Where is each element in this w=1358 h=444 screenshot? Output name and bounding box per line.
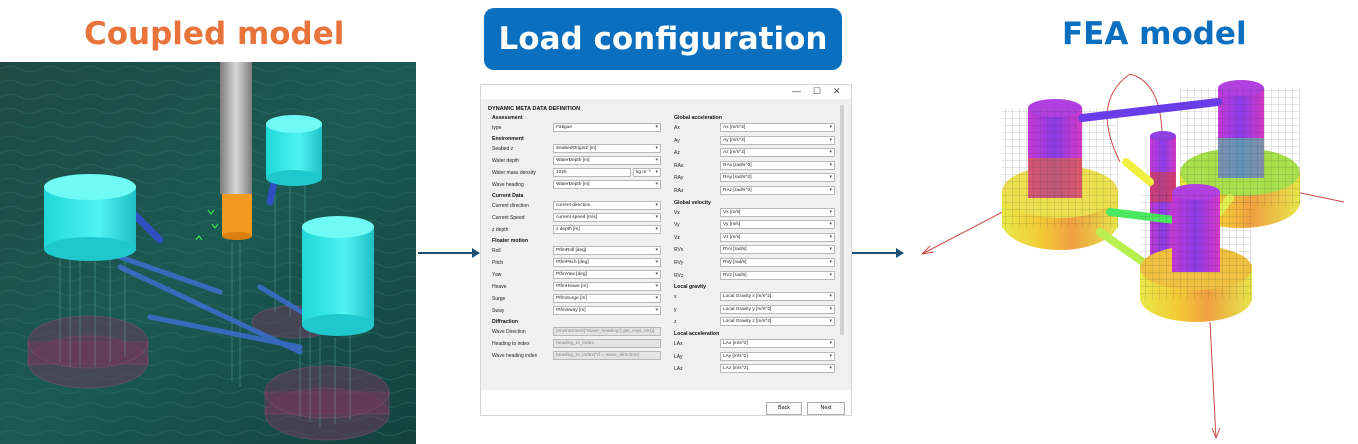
left-field-select[interactable]: current direction ▾	[553, 201, 661, 210]
right-field-select[interactable]: RAy [rad/s^2] ▾	[720, 173, 835, 182]
left-field-label: Water depth	[492, 158, 520, 164]
coupled-model-render	[0, 62, 416, 444]
right-section-heading: Global velocity	[674, 199, 711, 206]
right-field-select[interactable]: RAx [rad/s^2] ▾	[720, 161, 835, 170]
left-field-select[interactable]: 1025	[553, 168, 631, 177]
close-icon[interactable]: ✕	[833, 86, 841, 96]
right-field-label: Ay	[674, 137, 680, 144]
left-field-label: Heave	[492, 284, 507, 290]
left-field-readonly: heading_to_index("rf = wave_direction)	[553, 351, 661, 360]
fea-model-render	[900, 62, 1358, 444]
left-section-heading: Diffraction	[492, 319, 518, 325]
left-field-label: z depth	[492, 227, 509, 233]
right-field-select[interactable]: Local Gravity y [m/s^2] ▾	[720, 305, 835, 314]
right-field-select[interactable]: Ax [m/s^2] ▾	[720, 123, 835, 132]
load-configuration-heading: Load configuration	[484, 8, 842, 70]
right-field-label: LAz	[674, 366, 683, 373]
dialog-titlebar	[481, 85, 851, 99]
right-section-heading: Local gravity	[674, 284, 707, 291]
left-section-heading: Assessment	[492, 115, 523, 121]
right-field-label: RVy	[674, 260, 684, 266]
next-button[interactable]: Next	[807, 402, 845, 415]
right-field-label: LAy	[674, 353, 683, 360]
right-field-select[interactable]: Local Gravity z [m/s^2] ▾	[720, 317, 835, 326]
left-field-readonly: [environment["Wave_heading"].get_expr_str()]	[553, 327, 661, 336]
coupled-model-heading: Coupled model	[84, 16, 345, 52]
flow-arrow-left	[416, 246, 482, 260]
right-field-label: x	[674, 294, 677, 301]
left-field-label: Seabed z	[492, 146, 514, 152]
right-field-select[interactable]: Ay [m/s^2] ▾	[720, 136, 835, 145]
left-field-select[interactable]: PtfmSurge [m] ▾	[553, 294, 661, 303]
left-field-select[interactable]: z depth [m] ▾	[553, 225, 661, 234]
right-field-label: z	[674, 319, 677, 326]
right-field-label: Vz	[674, 234, 680, 241]
right-field-select[interactable]: RVx [rad/s] ▾	[720, 245, 835, 254]
load-configuration-dialog	[480, 84, 852, 416]
right-field-label: RVz	[674, 272, 684, 279]
left-field-label: Wave heading	[492, 182, 524, 188]
right-field-select[interactable]: Vy [m/s] ▾	[720, 220, 835, 229]
right-field-select[interactable]: Local Gravity x [m/s^2] ▾	[720, 292, 835, 301]
left-field-select[interactable]: WaterDepth [m] ▾	[553, 156, 661, 165]
left-field-label: Current Speed	[492, 215, 525, 221]
right-field-label: Az	[674, 150, 680, 157]
right-section-heading: Local acceleration	[674, 331, 720, 337]
left-field-label: Wave Direction	[492, 329, 526, 335]
flow-arrow-right	[848, 246, 906, 260]
left-field-select[interactable]: PtfmYaw [deg] ▾	[553, 270, 661, 279]
right-field-label: Ax	[674, 125, 680, 131]
left-field-label: Heading to index	[492, 341, 530, 347]
right-field-select[interactable]: LAz [m/s^2] ▾	[720, 364, 835, 373]
left-field-select[interactable]: current speed [m/s] ▾	[553, 213, 661, 222]
left-field-select[interactable]: SeabedOriginZ [m] ▾	[553, 144, 661, 153]
right-field-select[interactable]: RVy [rad/s] ▾	[720, 258, 835, 267]
left-field-label: Water mass density	[492, 170, 536, 176]
unit-select[interactable]: kg m⁻³ ▾	[633, 168, 661, 177]
left-field-select[interactable]: PtfmRoll [deg] ▾	[553, 246, 661, 255]
right-field-select[interactable]: RAz [rad/s^2] ▾	[720, 186, 835, 195]
minimize-icon[interactable]: —	[792, 86, 801, 96]
left-field-label: Wave heading index	[492, 353, 538, 359]
right-field-label: Vy	[674, 222, 680, 229]
maximize-icon[interactable]: ☐	[813, 86, 822, 96]
left-field-label: Current direction	[492, 203, 529, 209]
right-field-label: RAy	[674, 175, 684, 182]
right-field-select[interactable]: LAx [m/s^2] ▾	[720, 339, 835, 348]
left-field-label: Sway	[492, 308, 505, 314]
back-button[interactable]: Back	[766, 402, 802, 415]
right-field-select[interactable]: Vz [m/s] ▾	[720, 233, 835, 242]
left-field-label: Surge	[492, 296, 506, 302]
right-field-label: Vx	[674, 209, 680, 216]
left-field-readonly: heading_to_index	[553, 339, 661, 348]
right-field-select[interactable]: RVz [rad/s] ▾	[720, 271, 835, 280]
right-field-select[interactable]: Vx [m/s] ▾	[720, 208, 835, 217]
dialog-title: DYNAMIC META DATA DEFINITION	[488, 106, 581, 112]
right-field-label: RVx	[674, 247, 684, 254]
right-section-heading: Global acceleration	[674, 115, 722, 121]
right-field-select[interactable]: LAy [m/s^2] ▾	[720, 352, 835, 361]
left-field-select[interactable]: PtfmPitch [deg] ▾	[553, 258, 661, 267]
left-field-label: Pitch	[492, 260, 504, 266]
left-field-select[interactable]: PtfmHeave [m] ▾	[553, 282, 661, 291]
right-field-label: RAz	[674, 188, 684, 194]
left-field-select[interactable]: WaterDepth [m] ▾	[553, 180, 661, 189]
vertical-scrollbar[interactable]	[840, 105, 844, 335]
right-field-label: RAx	[674, 162, 684, 169]
right-field-label: LAx	[674, 341, 683, 347]
left-section-heading: Current Data	[492, 193, 524, 199]
right-field-label: y	[674, 306, 677, 313]
right-field-select[interactable]: Az [m/s^2] ▾	[720, 148, 835, 157]
left-field-label: type	[492, 125, 502, 131]
left-field-select[interactable]: PtfmSway [m] ▾	[553, 306, 661, 315]
fea-model-heading: FEA model	[1062, 16, 1247, 52]
left-section-heading: Floater motion	[492, 238, 529, 244]
left-field-select[interactable]: Fatigue ▾	[553, 123, 661, 132]
left-section-heading: Environment	[492, 136, 524, 142]
left-field-label: Yaw	[492, 272, 502, 278]
left-field-label: Roll	[492, 248, 501, 254]
